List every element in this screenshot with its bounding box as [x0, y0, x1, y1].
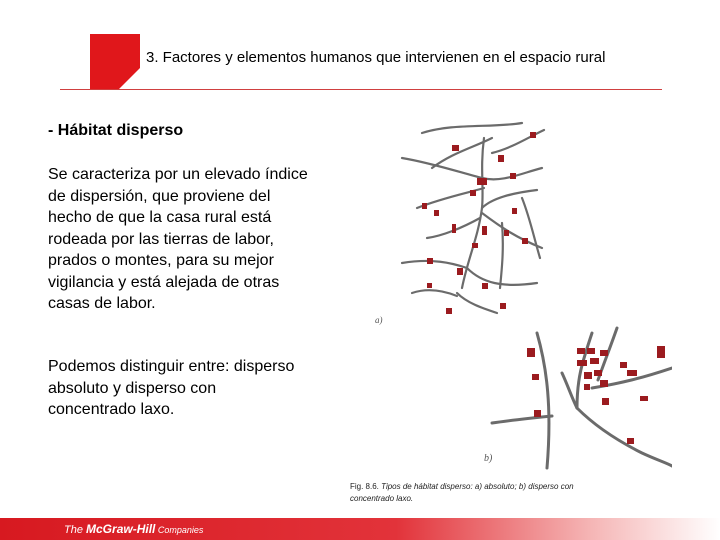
diagram-a-roads — [402, 123, 544, 313]
page-title: 3. Factores y elementos humanos que intervienen en el espacio rural — [146, 49, 606, 66]
figure-caption — [350, 481, 590, 505]
diagram-label-b: b) — [484, 453, 493, 464]
types-paragraph: Podemos distinguir entre: disperso absoluto y disperso con concentrado laxo. — [48, 358, 295, 418]
description-paragraph: Se caracteriza por un elevado índice de dispersión, que proviene del hecho de que la casa rural está rodeada por las tierras de labor, prados o montes, para su mejor vigilancia y está alejada de otras casas de labor. — [48, 166, 308, 312]
section-heading: - Hábitat disperso — [48, 122, 184, 139]
caption-prefix: Fig. 8.6. — [350, 482, 382, 491]
logo-name: McGraw-Hill — [86, 522, 156, 536]
diagram-label-a: a) — [375, 315, 383, 325]
logo-companies: Companies — [155, 525, 204, 535]
header-red-block — [90, 34, 140, 90]
header-divider — [60, 89, 662, 90]
publisher-logo — [64, 522, 203, 536]
footer-bar — [0, 518, 720, 540]
habitat-diagram — [372, 118, 672, 473]
caption-text: Tipos de hábitat disperso: a) absoluto; b) disperso con concentrado laxo. — [350, 482, 574, 503]
logo-the: The — [64, 524, 87, 536]
